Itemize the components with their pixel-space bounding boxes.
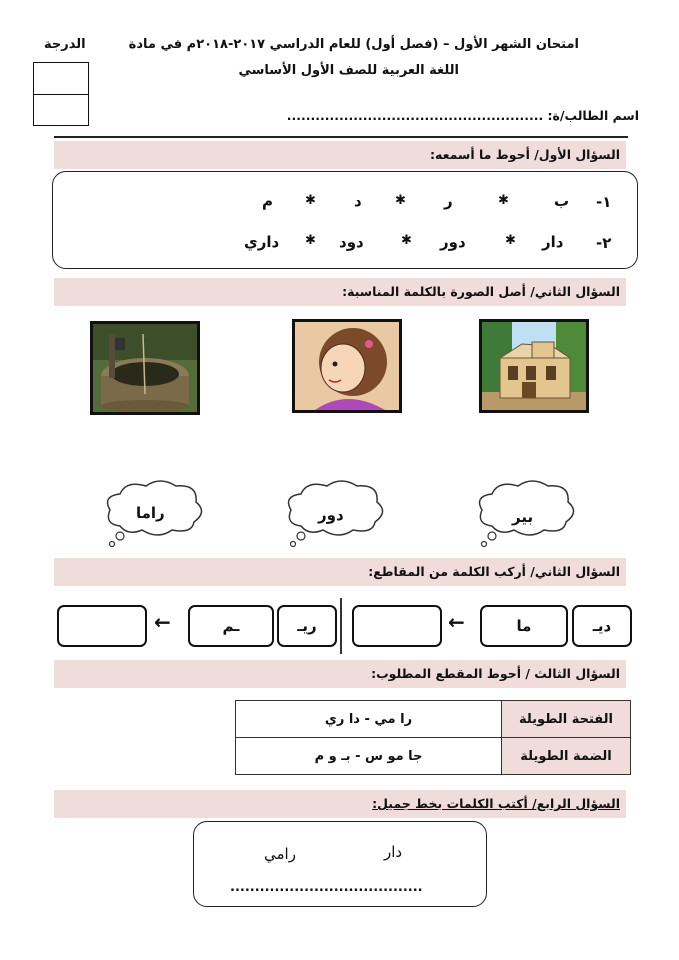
word-label: رامي [264, 845, 296, 863]
answer-box[interactable] [57, 605, 147, 647]
student-name-field[interactable]: اسم الطالب/ة: ...................................................... [286, 108, 639, 123]
table-row [236, 738, 631, 775]
q1-letter[interactable]: ب [554, 192, 570, 210]
word-choice[interactable]: دور [318, 506, 344, 524]
q1-letter[interactable]: ر [444, 192, 453, 210]
girl-picture[interactable] [292, 319, 402, 413]
word-choice[interactable]: راما [136, 504, 165, 522]
header-divider [54, 136, 628, 138]
q1-title-band [54, 141, 626, 169]
word-choice[interactable]: بير [512, 508, 534, 526]
word-label: دار [384, 843, 403, 861]
syllable-box: ديـ [572, 605, 632, 647]
q1-word[interactable]: داري [244, 233, 280, 251]
bullet-icon: ✱ [395, 193, 406, 208]
syllable-box: ـم [188, 605, 274, 647]
row-label: الفتحة الطويلة [502, 701, 631, 738]
q2b-title-band [54, 558, 626, 586]
arrow-left-icon: ← [154, 610, 171, 634]
q1-word[interactable]: دور [440, 233, 466, 251]
syllable-box: ما [480, 605, 568, 647]
q3-title: السؤال الثالث / أحوط المقطع المطلوب: [371, 666, 620, 681]
q1-letter[interactable]: د [354, 192, 362, 210]
answer-box[interactable] [352, 605, 442, 647]
q4-title-band [54, 790, 626, 818]
q3-title-band [54, 660, 626, 688]
q1-box [52, 171, 638, 269]
table-row [236, 701, 631, 738]
grade-box[interactable] [33, 62, 89, 126]
q1-letter[interactable]: م [262, 192, 273, 210]
syllable-table [235, 700, 631, 775]
writing-line[interactable]: ....................................... [230, 880, 423, 895]
divider-line [340, 598, 342, 654]
syllable-box: ريـ [277, 605, 337, 647]
bullet-icon: ✱ [305, 233, 316, 248]
q1-word[interactable]: دود [339, 233, 364, 251]
q4-title: السؤال الرابع/ أكتب الكلمات بخط جميل: [372, 796, 620, 811]
bullet-icon: ✱ [505, 233, 516, 248]
q1-title: السؤال الأول/ أحوط ما أسمعه: [430, 147, 620, 162]
q1-row2-number: ٢- [596, 234, 612, 252]
q2-title: السؤال الثاني/ أصل الصورة بالكلمة المناسبة: [342, 284, 620, 299]
arrow-left-icon: ← [448, 610, 465, 634]
row-options[interactable]: جا مو س - بـ و م [236, 738, 502, 775]
q1-word[interactable]: دار [542, 233, 564, 251]
house-picture[interactable] [479, 319, 589, 413]
bullet-icon: ✱ [305, 193, 316, 208]
exam-subtitle: اللغة العربية للصف الأول الأساسي [238, 63, 459, 78]
q2-title-band [54, 278, 626, 306]
grade-box-divider [34, 94, 88, 95]
bullet-icon: ✱ [498, 193, 509, 208]
row-options[interactable]: را مي - دا ري [236, 701, 502, 738]
exam-title: امتحان الشهر الأول – (فصل أول) للعام الدراسي ٢٠١٧-٢٠١٨م في مادة [128, 37, 579, 52]
q1-row1-number: ١- [596, 193, 612, 211]
bullet-icon: ✱ [401, 233, 412, 248]
row-label: الضمة الطويلة [502, 738, 631, 775]
q2b-title: السؤال الثاني/ أركب الكلمة من المقاطع: [368, 564, 620, 579]
grade-label: الدرجة [44, 37, 86, 52]
well-picture[interactable] [90, 321, 200, 415]
